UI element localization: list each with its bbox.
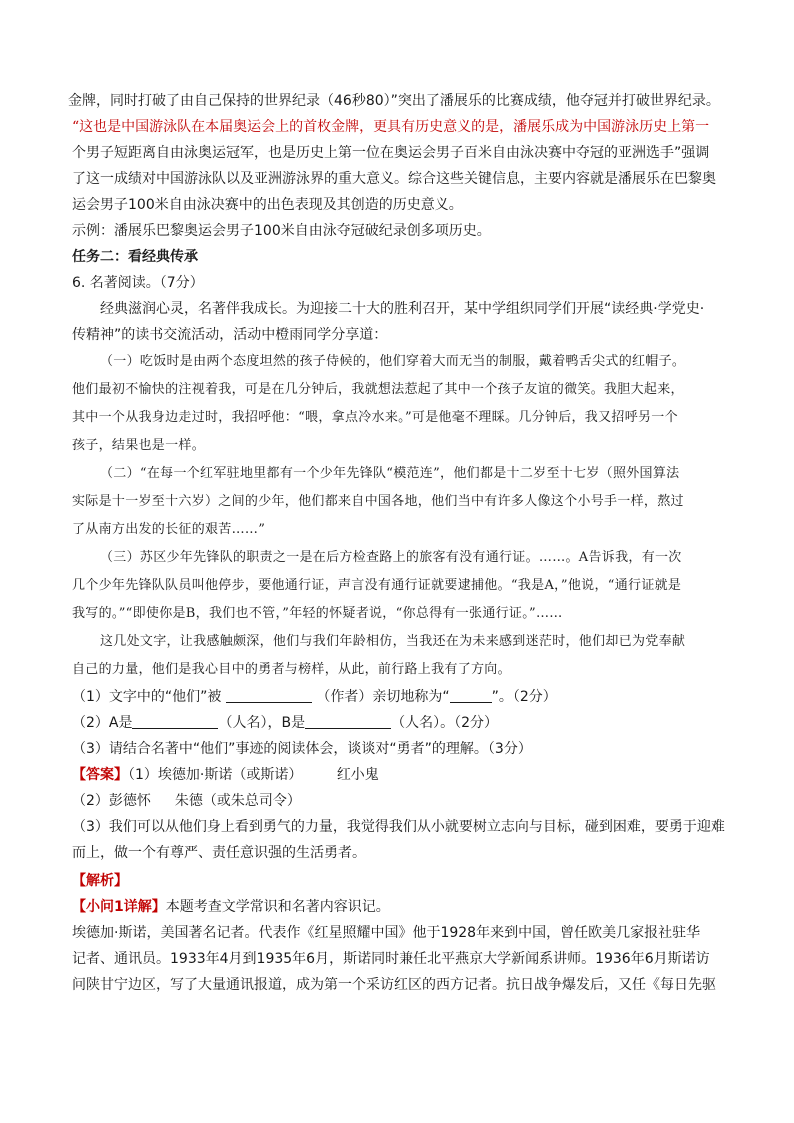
answer-line-1: 【答案】（1）埃德加·斯诺（或斯诺） 红小鬼	[72, 767, 379, 783]
analysis-line: 问陕甘宁边区，写了大量通讯报道，成为第一个采访红区的西方记者。抗日战争爆发后，又任《每日先驱	[72, 977, 716, 993]
answer-blank	[305, 714, 391, 729]
question-intro-line: 经典滋润心灵，名著伴我成长。为迎接二十大的胜利召开，某中学组织同学们开展“读经典·学党史·	[100, 301, 705, 317]
excerpt-line: （三）苏区少年先锋队的职责之一是在后方检查路上的旅客有没有通行证。……。A告诉我，有一次	[100, 550, 682, 565]
excerpt-line: （一）吃饭时是由两个态度坦然的孩子侍候的，他们穿着大而无当的制服，戴着鸭舌尖式的红帽子。	[100, 354, 686, 369]
example-answer-line: 示例：潘展乐巴黎奥运会男子100米自由泳夺冠破纪录创多项历史。	[72, 223, 491, 239]
task-heading: 任务二：看经典传承	[72, 249, 198, 265]
answer-blank	[132, 714, 218, 729]
excerpt-line: 几个少年先锋队队员叫他停步，要他通行证，声言没有通行证就要逮捕他。“我是A，”他说，“通行证就是	[72, 578, 682, 593]
sub-question-2: （2）A是 （人名），B是 （人名）。（2分）	[72, 715, 499, 731]
excerpt-two	[72, 460, 734, 544]
answer-label: 【答案】	[72, 767, 128, 783]
sub-question-3: （3）请结合名著中“他们”事迹的阅读体会，谈谈对“勇者”的理解。（3分）	[72, 741, 532, 757]
analysis-line: 埃德加·斯诺，美国著名记者。代表作《红星照耀中国》他于1928年来到中国，曾任欧美几家报社驻华	[72, 925, 701, 941]
answer-line-3: （3）我们可以从他们身上看到勇气的力量，我觉得我们从小就要树立志向与目标，碰到困难，要勇于迎难	[72, 819, 725, 835]
excerpt-line: 孩子，结果也是一样。	[72, 438, 206, 453]
excerpt-line: 我写的。”“即使你是B，我们也不管，”年轻的怀疑者说，“你总得有一张通行证。”……	[72, 606, 563, 621]
excerpt-line: 实际是十一岁至十六岁）之间的少年，他们都来自中国各地，他们当中有许多人像这个小号手一样，熬过	[72, 494, 684, 509]
analysis-line: 记者、通讯员。1933年4月到1935年6月，斯诺同时兼任北平燕京大学新闻系讲师。1936年6月斯诺访	[72, 951, 710, 967]
reflection	[72, 628, 734, 684]
answer-blank	[450, 688, 492, 703]
question-title: 6. 名著阅读。（7分）	[72, 275, 204, 291]
excerpt-line: （二）“在每一个红军驻地里都有一个少年先锋队“模范连”，他们都是十二岁至十七岁（照外国算法	[100, 466, 680, 481]
excerpt-one	[72, 348, 734, 460]
analysis-label: 【解析】	[72, 873, 128, 889]
answer-blank	[226, 688, 312, 703]
answer-line-2: （2）彭德怀 朱德（或朱总司令）	[72, 793, 301, 809]
explanation-line: 运会男子100米自由泳决赛中的出色表现及其创造的历史意义。	[72, 197, 463, 213]
excerpt-three	[72, 544, 734, 628]
highlighted-quote: “这也是中国游泳队在本届奥运会上的首枚金牌，更具有历史意义的是，潘展乐成为中国游泳历史上第一	[72, 119, 710, 135]
explanation-line: 个男子短距离自由泳奥运冠军，也是历史上第一位在奥运会男子百米自由泳决赛中夺冠的亚洲选手”强调	[72, 145, 710, 161]
reflection-line: 自己的力量，他们是我心目中的勇者与榜样，从此，前行路上我有了方向。	[72, 662, 511, 677]
answer-line-3b: 而上，做一个有尊严、责任意识强的生活勇者。	[72, 845, 366, 861]
excerpt-line: 了从南方出发的长征的艰苦……”	[72, 522, 266, 537]
detail-label: 【小问1详解】	[72, 899, 166, 915]
explanation-line: 了这一成绩对中国游泳队以及亚洲游泳界的重大意义。综合这些关键信息，主要内容就是潘展乐在巴黎奥	[72, 171, 716, 187]
excerpt-line: 其中一个从我身边走过时，我招呼他：“喂，拿点冷水来。”可是他毫不理睬。几分钟后，我又招呼另一个	[72, 410, 678, 425]
analysis-detail: 【小问1详解】本题考查文学常识和名著内容识记。	[72, 899, 390, 915]
question-intro-line: 传精神”的读书交流活动，活动中橙雨同学分享道：	[72, 327, 388, 343]
excerpt-line: 他们最初不愉快的注视着我，可是在几分钟后，我就想法惹起了其中一个孩子友谊的微笑。我胆大起来，	[72, 382, 684, 397]
sub-question-1: （1）文字中的“他们”被 （作者）亲切地称为“ ”。（2分）	[72, 689, 557, 705]
intro-line: 金牌，同时打破了由自己保持的世界纪录（46秒80）”突出了潘展乐的比赛成绩，他夺冠并打破世界纪录。	[68, 93, 720, 109]
reflection-line: 这几处文字，让我感触颇深，他们与我们年龄相仿，当我还在为未来感到迷茫时，他们却已为党奉献	[100, 634, 686, 649]
